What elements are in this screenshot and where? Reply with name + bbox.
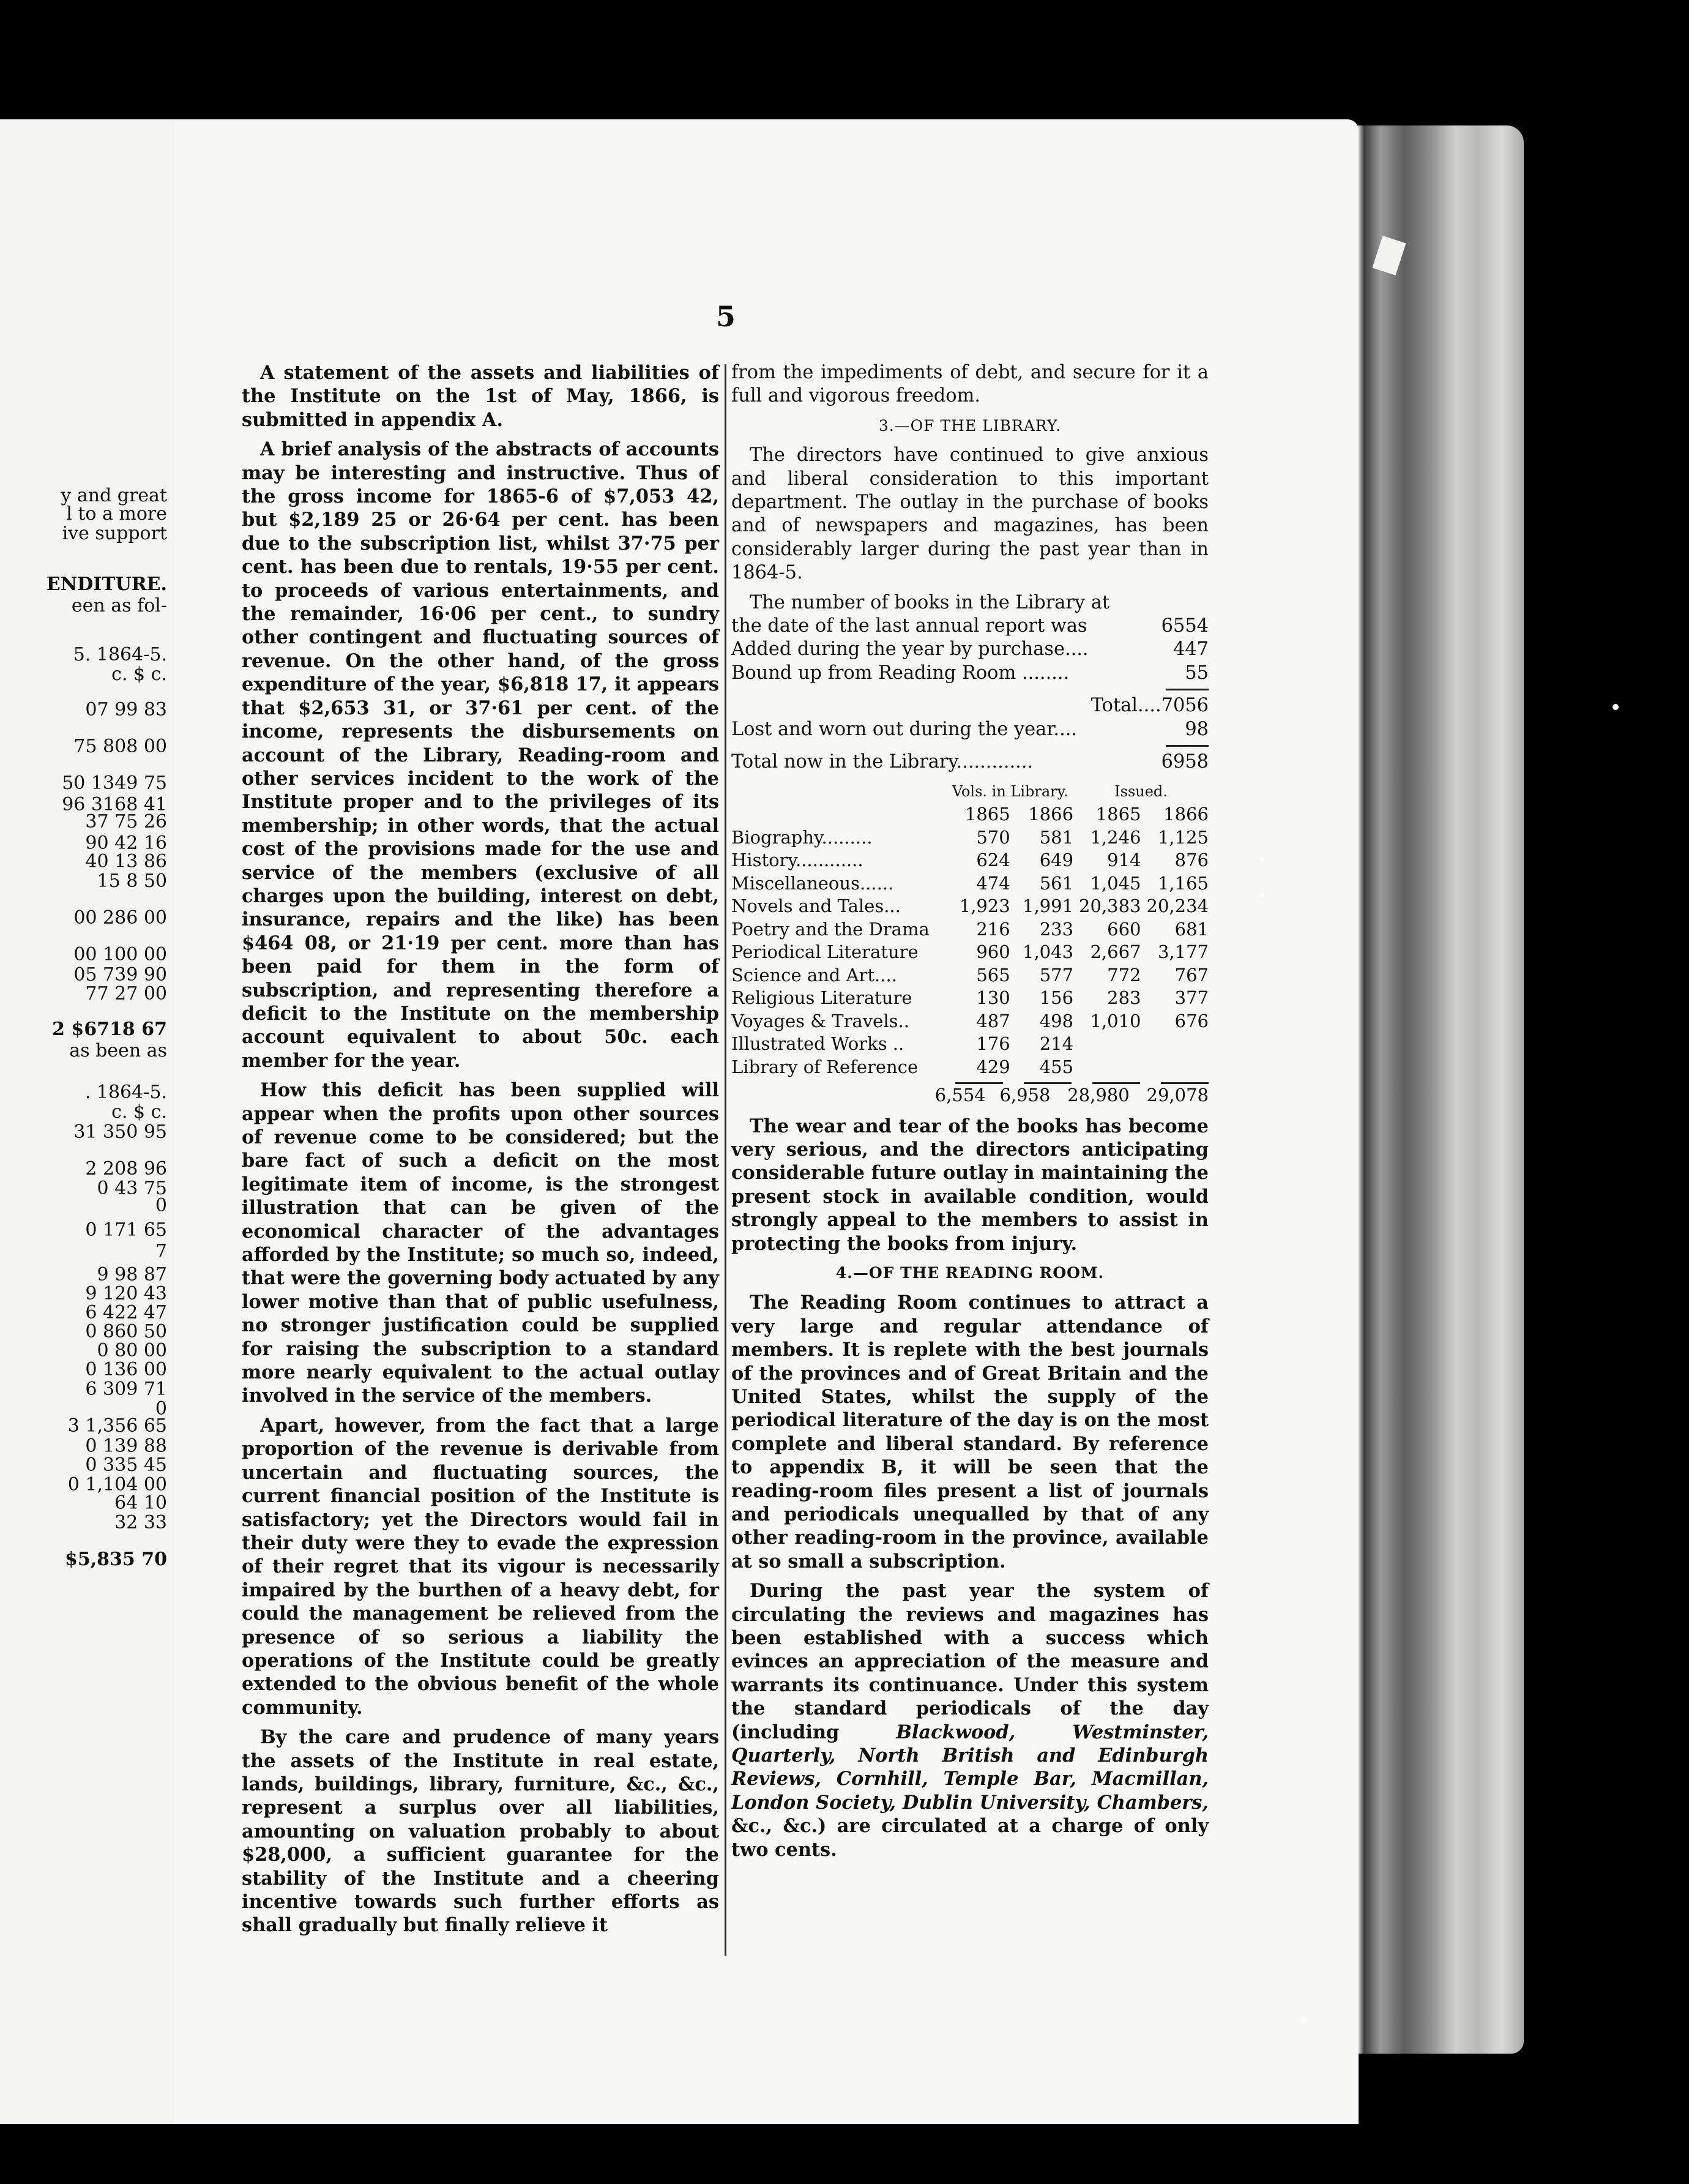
book-page-edges (1340, 125, 1524, 2054)
facing-page-line: 0 1,104 00 (67, 1474, 167, 1495)
table-cell-category: Poetry and the Drama (731, 918, 930, 940)
table-cell-issued-1865: 1,010 (1090, 1010, 1141, 1031)
paragraph-circulation (731, 1579, 1209, 1861)
table-cell-issued-1866: 876 (1174, 850, 1209, 870)
table-cell-issued-1865: 660 (1107, 918, 1141, 940)
table-cell-issued-1866 (1141, 1056, 1209, 1079)
total-now-label: Total now in the Library............. (731, 751, 1034, 773)
paragraph-library-intro: The directors have continued to give anxious and liberal consideration to this important department. The outlay in the purchase of books and of newspapers and magazines, has been considerably larger during the past year than in 1864-5. (731, 444, 1209, 584)
facing-page-line: 0 (155, 1195, 167, 1216)
circulation-text-end: &c., &c.) are circulated at a charge of only two cents. (731, 1815, 1209, 1861)
table-row (731, 918, 1209, 941)
facing-page-line: 0 (155, 1398, 167, 1419)
table-cell-issued-1866: 1,125 (1157, 826, 1209, 848)
year-header: 1865 (964, 804, 1010, 825)
facing-page-line: 5. 1864-5. (73, 644, 167, 665)
table-cell-issued-1866 (1141, 1033, 1209, 1056)
total-vols-1866: 6,958 (999, 1085, 1051, 1105)
table-cell-category: Novels and Tales... (731, 896, 901, 916)
speck (1259, 892, 1264, 897)
facing-page-line: 9 120 43 (85, 1283, 167, 1304)
table-cell-vols-1865: 487 (976, 1010, 1010, 1031)
total-vols-1865: 6,554 (934, 1085, 986, 1105)
facing-page-line: 64 10 (114, 1492, 167, 1514)
table-cell-vols-1865: 565 (976, 964, 1010, 985)
count-label: Bound up from Reading Room ........ (731, 662, 1070, 684)
facing-page-line: 3 1,356 65 (67, 1415, 167, 1437)
table-row (731, 895, 1209, 918)
table-cell-vols-1866: 214 (1039, 1033, 1074, 1054)
table-cell-category: Library of Reference (731, 1056, 919, 1077)
facing-page-line: l to a more (66, 503, 167, 525)
left-text-column (242, 361, 719, 1943)
periodicals-list-italic: Blackwood, Westminster, Quarterly, North British and Edinburgh Reviews, Cornhill, Temple Bar, Macmillan, London Society, Dublin University, Chambers, (731, 1721, 1209, 1814)
total-row (731, 694, 1209, 717)
sum-rule (1166, 689, 1209, 690)
facing-page-line: $5,835 70 (64, 1549, 167, 1570)
right-text-column (731, 361, 1209, 1868)
year-header: 1866 (1028, 804, 1074, 825)
table-cell-vols-1865: 570 (976, 826, 1010, 848)
section-heading-reading-room: 4.—OF THE READING ROOM. (835, 1263, 1105, 1282)
table-cell-vols-1865: 130 (976, 987, 1010, 1008)
table-cell-issued-1865: 2,667 (1090, 941, 1141, 962)
table-cell-vols-1865: 216 (976, 918, 1010, 940)
table-cell-issued-1865 (1073, 1033, 1141, 1056)
count-value: 6554 (1161, 615, 1209, 637)
table-cell-vols-1865: 960 (976, 941, 1010, 962)
facing-page-line: 00 100 00 (73, 944, 167, 965)
paragraph-analysis: A brief analysis of the abstracts of accounts may be interesting and instructive. Thus of the gross income for 1865-6 of $7,053 42, but $2,189 25 or 26·64 per cent. has been due to the subscription list, whilst 37·75 per cent. has been due to rentals, 19·55 per cent. to proceeds of various entertainments, and the remainder, 16·06 per cent., to sundry other contingent and fluctuating sources of revenue. On the other hand, of the gross expenditure of the year, $6,818 17, it appears that $2,653 31, or 37·61 per cent. of the income, represents the disbursements on account of the Library, Reading-room and other services incident to the work of the Institute proper and to the privileges of its membership; in other words, that the actual cost of the provisions made for the use and service of the members (exclusive of all charges upon the building, interest on debt, insurance, repairs and the like) has been $464 08, or 21·19 per cent. more than has been paid for them in the form of subscription, and representing therefore a deficit to the Institute on the membership account equivalent to about 50c. each member for the year. (242, 438, 719, 1072)
paragraph-deficit: How this deficit has been supplied will appear when the profits upon other sources of revenue come to be considered; but the bare fact of such a deficit on the most legitimate item of income, is the strongest illustration that can be given of the economical character of the advantages afforded by the Institute; so much so, indeed, that were the governing body actuated by any lower motive than that of public usefulness, no stronger justification could be supplied for raising the subscription to a standard more nearly equivalent to the actual outlay involved in the service of the members. (242, 1079, 719, 1407)
paragraph-assets-statement: A statement of the assets and liabilities of the Institute on the 1st of May, 1866, is submitted in appendix A. (242, 362, 719, 431)
paragraph-assets-surplus: By the care and prudence of many years the assets of the Institute in real estate, lands, buildings, library, furniture, &c., &c., represent a surplus over all liabilities, amounting on valuation probably to about $28,000, a sufficient guarantee for the stability of the Institute and a cheering incentive towards such further efforts as shall gradually but finally relieve it (242, 1726, 719, 1937)
speck (1259, 857, 1264, 861)
speck (1300, 2017, 1307, 2023)
table-cell-category: Periodical Literature (731, 941, 919, 962)
table-row (731, 826, 1209, 850)
facing-page-line: een as fol- (71, 595, 167, 616)
facing-page-line: 6 309 71 (85, 1378, 167, 1400)
table-cell-issued-1865: 1,246 (1090, 826, 1141, 848)
count-label: Added during the year by purchase.... (731, 638, 1089, 660)
table-cell-vols-1866: 1,043 (1023, 941, 1074, 962)
vols-header: Vols. in Library. (952, 782, 1068, 800)
table-totals-row (731, 1084, 1209, 1107)
lost-value: 98 (1185, 718, 1209, 740)
table-cell-vols-1865: 1,923 (959, 896, 1010, 916)
facing-page-line: 32 33 (114, 1512, 167, 1533)
facing-page-line: c. $ c. (111, 1101, 167, 1123)
year-header: 1866 (1163, 804, 1209, 825)
count-row (731, 615, 1209, 638)
table-cell-vols-1865: 429 (976, 1056, 1010, 1077)
table-cell-issued-1865: 20,383 (1079, 896, 1141, 916)
section-heading-library: 3.—OF THE LIBRARY. (878, 416, 1062, 435)
speck (1613, 704, 1619, 710)
table-cell-issued-1865: 772 (1107, 964, 1141, 985)
table-cell-vols-1865: 624 (976, 850, 1010, 870)
table-row (731, 1056, 1209, 1079)
table-row (731, 964, 1209, 987)
paragraph-reading-room: The Reading Room continues to attract a very large and regular attendance of members. It is replete with the best journals of the provinces and of Great Britain and the United States, whilst the supply of the periodical literature of the day is on the most complete and liberal standard. By reference to appendix B, it will be seen that the reading-room files present a list of journals and periodicals unequalled by that of any other reading-room in the province, available at so small a subscription. (731, 1292, 1209, 1573)
facing-page-line: ive support (62, 523, 167, 544)
facing-page-line: c. $ c. (111, 664, 167, 685)
facing-page-line: 0 335 45 (85, 1454, 167, 1476)
table-cell-vols-1866: 233 (1039, 918, 1074, 940)
facing-page-line: 0 171 65 (85, 1219, 167, 1241)
table-cell-vols-1865: 474 (976, 872, 1010, 894)
table-cell-category: Biography......... (731, 826, 873, 848)
table-cell-category: Miscellaneous...... (731, 872, 894, 894)
facing-page-line: 0 136 00 (85, 1359, 167, 1380)
table-cell-issued-1866: 20,234 (1146, 896, 1209, 916)
facing-page-line: 0 139 88 (85, 1435, 167, 1457)
facing-page-line: y and great (61, 485, 167, 506)
table-cell-issued-1866: 3,177 (1157, 941, 1209, 962)
facing-page-fragment (0, 119, 174, 2124)
facing-page-line: 15 8 50 (97, 870, 167, 892)
facing-page-line: 31 350 95 (73, 1121, 167, 1143)
table-row (731, 987, 1209, 1010)
facing-page-line: 7 (155, 1241, 167, 1262)
table-cell-vols-1866: 498 (1039, 1010, 1074, 1031)
lost-row (731, 718, 1209, 741)
total-now-value: 6958 (1161, 751, 1209, 773)
table-cell-issued-1866: 1,165 (1157, 872, 1209, 894)
facing-page-line: 77 27 00 (85, 983, 167, 1004)
sum-rule (1166, 745, 1209, 747)
table-cell-category: Illustrated Works .. (731, 1033, 904, 1054)
table-totals (731, 1084, 1209, 1107)
table-cell-vols-1866: 577 (1039, 964, 1074, 985)
table-cell-vols-1866: 561 (1039, 872, 1074, 894)
total-issued-1865: 28,980 (1067, 1085, 1130, 1105)
facing-page-line: 90 42 16 (85, 832, 167, 854)
total-issued-1866: 29,078 (1146, 1085, 1209, 1105)
facing-page-line: as been as (69, 1040, 167, 1061)
count-row (731, 638, 1209, 661)
table-row (731, 1010, 1209, 1033)
table-row (731, 941, 1209, 964)
facing-page-line: 2 208 96 (85, 1158, 167, 1180)
facing-page-line: 75 808 00 (73, 736, 167, 757)
table-cell-issued-1866: 767 (1174, 964, 1209, 985)
facing-page-line: 2 $6718 67 (52, 1019, 167, 1040)
facing-page-line: 0 860 50 (85, 1321, 167, 1342)
facing-page-line: 9 98 87 (97, 1264, 167, 1285)
count-value: 447 (1173, 638, 1209, 660)
facing-page-line: 96 3168 41 (62, 794, 167, 815)
table-year-header-row (731, 803, 1209, 826)
facing-page-line: 37 75 26 (85, 811, 167, 832)
circulation-text-start: During the past year the system of circulating the reviews and magazines has been established with a success which evinces an appreciation of the measure and warrants its continuance. Under this system the standard periodicals of the day (including (731, 1580, 1209, 1743)
facing-page-line: 07 99 83 (85, 699, 167, 720)
total-label: Total.... (1091, 695, 1161, 717)
paragraph-financial-position: Apart, however, from the fact that a large proportion of the revenue is derivable from uncertain and fluctuating sources, the current financial position of the Institute is satisfactory; yet the Directors would fail in their duty were they to evade the expression of their regret that its vigour is necessarily impaired by the burthen of a heavy debt, for could the management be relieved from the presence of so serious a liability the operations of the Institute could be greatly extended to the obvious benefit of the whole community. (242, 1414, 719, 1719)
count-row (731, 662, 1209, 685)
total-value: 7056 (1161, 695, 1209, 717)
table-cell-issued-1866: 377 (1174, 987, 1209, 1008)
table-cell-category: History............ (731, 850, 863, 870)
table-cell-vols-1866: 649 (1039, 850, 1074, 870)
table-cell-issued-1865: 914 (1107, 850, 1141, 870)
paragraph-wear-and-tear: The wear and tear of the books has become very serious, and the directors anticipating considerable future outlay in maintaining the present stock in available condition, would strongly appeal to the members to assist in protecting the books from injury. (731, 1115, 1209, 1255)
table-cell-issued-1866: 676 (1174, 1010, 1209, 1031)
table-row (731, 1033, 1209, 1056)
table-group-header-row (731, 780, 1209, 804)
facing-page-line: 40 13 86 (85, 851, 167, 872)
facing-page-line: 6 422 47 (85, 1302, 167, 1323)
count-value: 55 (1185, 662, 1209, 684)
table-row (731, 872, 1209, 896)
table-cell-issued-1865: 1,045 (1090, 872, 1141, 894)
facing-page-line: 00 286 00 (73, 907, 167, 929)
table-cell-vols-1866: 1,991 (1023, 896, 1074, 916)
table-cell-issued-1866: 681 (1174, 918, 1209, 940)
facing-page-line: . 1864-5. (84, 1082, 167, 1103)
column-divider (725, 364, 726, 1956)
table-cell-category: Religious Literature (731, 987, 912, 1008)
lost-label: Lost and worn out during the year.... (731, 718, 1078, 740)
table-cell-issued-1865 (1073, 1056, 1141, 1079)
table-cell-category: Science and Art.... (731, 964, 897, 985)
table-cell-issued-1865: 283 (1107, 987, 1141, 1008)
library-table (731, 780, 1209, 1079)
table-cell-vols-1866: 455 (1039, 1056, 1074, 1077)
year-header: 1865 (1095, 804, 1141, 825)
page-number: 5 (716, 300, 736, 333)
table-cell-vols-1866: 156 (1039, 987, 1074, 1008)
total-now-row (731, 750, 1209, 774)
table-row (731, 849, 1209, 872)
table-cell-vols-1865: 176 (976, 1033, 1010, 1054)
count-label: the date of the last annual report was (731, 615, 1087, 637)
paragraph-continuation: from the impediments of debt, and secure for it a full and vigorous freedom. (731, 362, 1209, 407)
facing-page-line: ENDITURE. (46, 574, 167, 595)
issued-header: Issued. (1114, 782, 1168, 800)
facing-page-line: 0 80 00 (97, 1340, 167, 1361)
table-cell-category: Voyages & Travels.. (731, 1010, 909, 1031)
facing-page-line: 50 1349 75 (62, 772, 167, 794)
facing-page-line: 0 43 75 (97, 1178, 167, 1199)
paragraph-books-count: The number of books in the Library at (750, 591, 1110, 613)
facing-page-line: 05 739 90 (73, 964, 167, 985)
table-cell-vols-1866: 581 (1039, 826, 1074, 848)
